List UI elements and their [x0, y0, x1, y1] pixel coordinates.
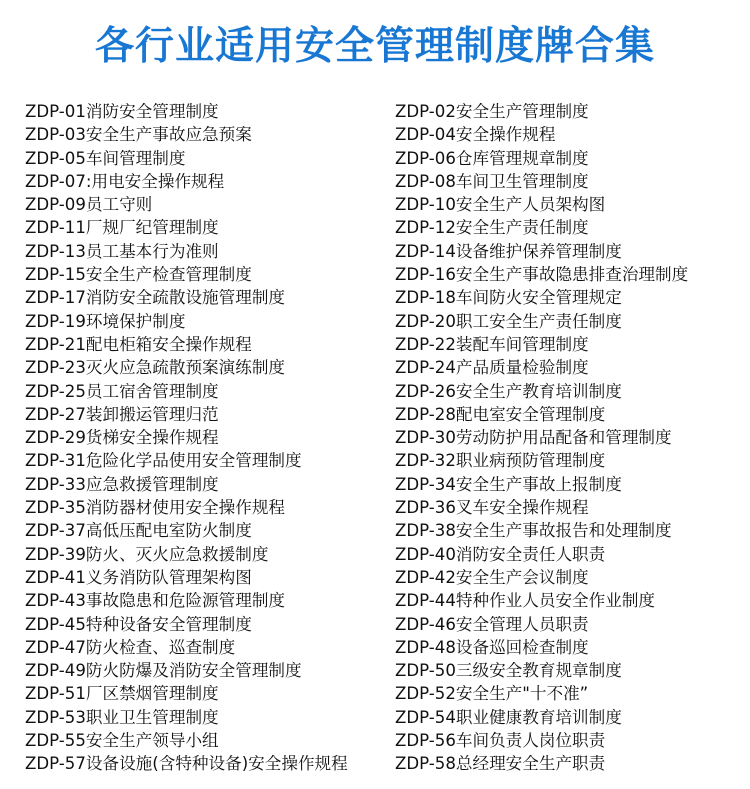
- list-item: ZDP-45特种设备安全管理制度: [25, 614, 252, 634]
- list-item: ZDP-47防火检查、巡查制度: [25, 637, 236, 657]
- list-item: ZDP-14设备维护保养管理制度: [395, 241, 622, 261]
- list-item: ZDP-49防火防爆及消防安全管理制度: [25, 661, 302, 681]
- list-item: ZDP-15安全生产检查管理制度: [25, 265, 252, 285]
- list-item: ZDP-39防火、灭火应急救援制度: [25, 544, 269, 564]
- list-item: ZDP-52安全生产"十不准”: [395, 684, 589, 704]
- list-item: ZDP-33应急救援管理制度: [25, 474, 219, 494]
- left-column: [25, 100, 395, 776]
- list-item: ZDP-11厂规厂纪管理制度: [25, 218, 219, 238]
- list-item: ZDP-09员工守则: [25, 195, 153, 215]
- list-item: ZDP-20职工安全生产责任制度: [395, 311, 622, 331]
- list-item: ZDP-51厂区禁烟管理制度: [25, 684, 219, 704]
- list-item: ZDP-27装卸搬运管理归范: [25, 404, 219, 424]
- list-item: ZDP-02安全生产管理制度: [395, 102, 589, 121]
- regulation-list: [25, 100, 750, 780]
- list-item: ZDP-56车间负责人岗位职责: [395, 731, 606, 751]
- list-item: ZDP-48设备巡回检查制度: [395, 637, 589, 657]
- list-item: ZDP-06仓库管理规章制度: [395, 148, 589, 168]
- right-column: [395, 100, 750, 776]
- list-item: ZDP-18车间防火安全管理规定: [395, 288, 622, 308]
- list-item: ZDP-29货梯安全操作规程: [25, 428, 219, 448]
- list-item: ZDP-43事故隐患和危险源管理制度: [25, 591, 286, 611]
- list-item: ZDP-24产品质量检验制度: [395, 358, 589, 378]
- list-item: ZDP-46安全管理人员职责: [395, 614, 589, 634]
- list-item: ZDP-21配电柜箱安全操作规程: [25, 334, 252, 354]
- list-item: ZDP-22装配车间管理制度: [395, 334, 589, 354]
- list-item: ZDP-37高低压配电室防火制度: [25, 521, 252, 541]
- list-item: ZDP-30劳动防护用品配备和管理制度: [395, 428, 672, 448]
- list-item: ZDP-08车间卫生管理制度: [395, 171, 589, 191]
- list-item: ZDP-41义务消防队管理架构图: [25, 567, 252, 587]
- list-item: ZDP-50三级安全教育规章制度: [395, 661, 622, 681]
- list-item: ZDP-12安全生产责任制度: [395, 218, 589, 238]
- list-item: ZDP-55安全生产领导小组: [25, 731, 219, 751]
- list-item: ZDP-16安全生产事故隐患排查治理制度: [395, 265, 689, 285]
- list-item: ZDP-32职业病预防管理制度: [395, 451, 606, 471]
- list-item: ZDP-57设备设施(含特种设备)安全操作规程: [25, 754, 348, 774]
- list-item: ZDP-23灭火应急疏散预案演练制度: [25, 358, 286, 378]
- list-item: ZDP-25员工宿舍管理制度: [25, 381, 219, 401]
- list-item: ZDP-31危险化学品使用安全管理制度: [25, 451, 302, 471]
- list-item: ZDP-42安全生产会议制度: [395, 567, 589, 587]
- list-item: ZDP-03安全生产事故应急预案: [25, 125, 252, 145]
- list-item: ZDP-04安全操作规程: [395, 125, 556, 145]
- list-item: ZDP-26安全生产教育培训制度: [395, 381, 622, 401]
- list-item: ZDP-40消防安全责任人职责: [395, 544, 606, 564]
- list-item: ZDP-54职业健康教育培训制度: [395, 707, 622, 727]
- list-item: ZDP-28配电室安全管理制度: [395, 404, 606, 424]
- list-item: ZDP-01消防安全管理制度: [25, 102, 219, 121]
- list-item: ZDP-36叉车安全操作规程: [395, 498, 589, 518]
- list-item: ZDP-34安全生产事故上报制度: [395, 474, 622, 494]
- list-item: ZDP-05车间管理制度: [25, 148, 186, 168]
- list-item: ZDP-35消防器材使用安全操作规程: [25, 498, 286, 518]
- list-item: ZDP-17消防安全疏散设施管理制度: [25, 288, 286, 308]
- list-item: ZDP-19环境保护制度: [25, 311, 186, 331]
- list-item: ZDP-58总经理安全生产职责: [395, 754, 606, 774]
- page-title: 各行业适用安全管理制度牌合集: [94, 24, 655, 69]
- list-item: ZDP-07:用电安全操作规程: [25, 171, 225, 191]
- list-item: ZDP-53职业卫生管理制度: [25, 707, 219, 727]
- list-item: ZDP-13员工基本行为准则: [25, 241, 219, 261]
- list-item: ZDP-38安全生产事故报告和处理制度: [395, 521, 672, 541]
- list-item: ZDP-44特种作业人员安全作业制度: [395, 591, 656, 611]
- list-item: ZDP-10安全生产人员架构图: [395, 195, 606, 215]
